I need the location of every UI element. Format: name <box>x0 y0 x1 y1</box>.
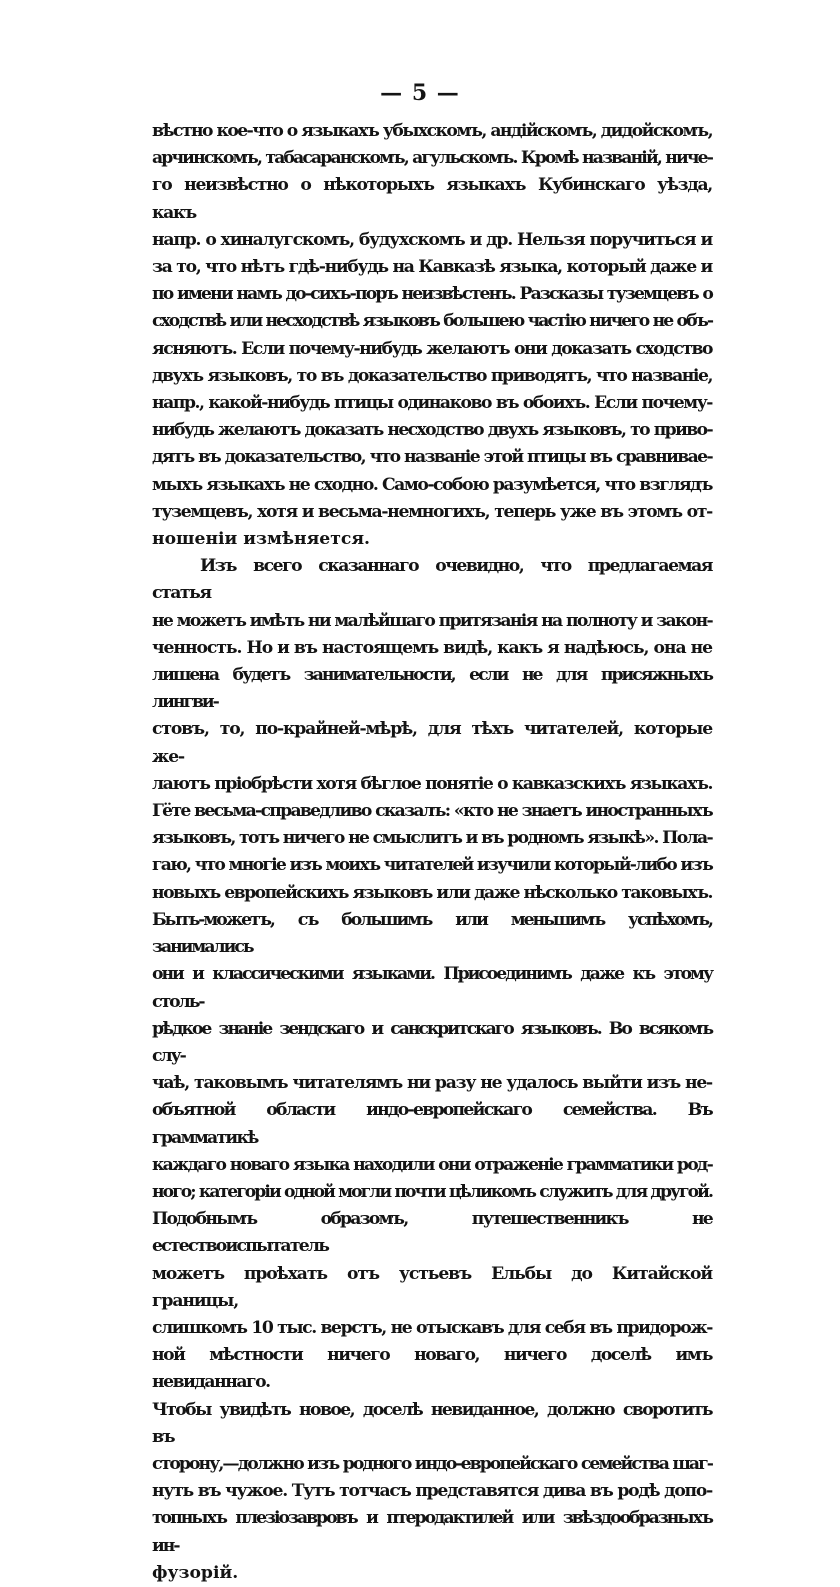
text-line: дятъ въ доказательство, что названіе этой птицы въ сравнивае- <box>152 447 712 468</box>
text-line: ного; категоріи одной могли почти цѣликомъ служить для другой. <box>152 1181 712 1202</box>
text-line: Изъ всего сказаннаго очевидно, что предлагаемая статья <box>152 556 712 604</box>
text-line: гаю, что многіе изъ моихъ читателей изучили который-либо изъ <box>152 855 712 876</box>
text-line: двухъ языковъ, то въ доказательство приводятъ, что названіе, <box>152 365 712 386</box>
text-line: языковъ, тотъ ничего не смыслитъ и въ родномъ языкѣ». Пола- <box>152 828 712 849</box>
text-line: напр. о хиналугскомъ, будухскомъ и др. Нельзя поручиться и <box>152 229 712 250</box>
text-line: рѣдкое знаніе зендскаго и санскритскаго языковъ. Во всякомъ слу- <box>152 1018 712 1066</box>
text-line: напр., какой-нибудь птицы одинаково въ обоихъ. Если почему- <box>152 393 712 414</box>
text-line: стовъ, то, по-крайней-мѣрѣ, для тѣхъ читателей, которые же- <box>152 719 712 767</box>
text-line: ношеніи измѣняется. <box>152 529 371 550</box>
paragraph-1 <box>152 118 712 553</box>
text-line: ченность. Но и въ настоящемъ видѣ, какъ я надѣюсь, она не <box>152 637 712 658</box>
text-line: мыхъ языкахъ не сходно. Само-собою разумѣется, что взглядъ <box>152 474 712 495</box>
text-line: туземцевъ, хотя и весьма-немногихъ, теперь уже въ этомъ от- <box>152 501 712 522</box>
text-line: новыхъ европейскихъ языковъ или даже нѣсколько таковыхъ. <box>152 882 712 903</box>
text-line: ной мѣстности ничего новаго, ничего доселѣ имъ невиданнаго. <box>152 1345 712 1393</box>
text-line: они и классическими языками. Присоединимъ даже къ этому столь- <box>152 964 712 1012</box>
text-line: объятной области индо-европейскаго семейства. Въ грамматикѣ <box>152 1100 712 1148</box>
text-line: Быть-можетъ, съ большимъ или меньшимъ успѣхомъ, занимались <box>152 909 712 958</box>
text-line: сходствѣ или несходствѣ языковъ большею частію ничего не объ- <box>152 311 712 332</box>
text-line: лишена будетъ занимательности, если не для присяжныхъ лингви- <box>152 665 712 713</box>
text-line: Гёте весьма-справедливо сказалъ: «кто не знаетъ иностранныхъ <box>152 801 712 822</box>
text-line: не можетъ имѣть ни малѣйшаго притязанія на полноту и закон- <box>152 610 712 631</box>
text-line: можетъ проѣхать отъ устьевъ Ельбы до Китайской границы, <box>152 1263 712 1311</box>
text-line: за то, что нѣтъ гдѣ-нибудь на Кавказѣ языка, который даже и <box>152 257 712 278</box>
page-number: — 5 — <box>380 80 460 106</box>
text-line: арчинскомъ, табасаранскомъ, агульскомъ. Кромѣ названій, ниче- <box>152 148 712 169</box>
text-line: вѣстно кое-что о языкахъ убыхскомъ, андійскомъ, дидойскомъ, <box>152 121 712 141</box>
text-line: слишкомъ 10 тыс. верстъ, не отыскавъ для себя въ придорож- <box>152 1317 712 1338</box>
text-line: ясняютъ. Если почему-нибудь желаютъ они доказать сходство <box>152 338 712 359</box>
body-text <box>152 118 712 1587</box>
text-line: го неизвѣстно о нѣкоторыхъ языкахъ Кубинскаго уѣзда, какъ <box>152 175 712 223</box>
text-line: фузорій. <box>152 1562 239 1583</box>
text-line: сторону,—должно изъ родного индо-европейскаго семейства шаг- <box>152 1453 712 1474</box>
text-line: топныхъ плезіозавровъ и птеродактилей или звѣздообразныхъ ин- <box>152 1508 712 1556</box>
text-line: нибудь желаютъ доказать несходство двухъ языковъ, то приво- <box>152 420 712 441</box>
text-line: чаѣ, таковымъ читателямъ ни разу не удалось выйти изъ не- <box>152 1073 712 1094</box>
text-line: Чтобы увидѣть новое, доселѣ невиданное, должно своротить въ <box>152 1399 712 1447</box>
text-line: нуть въ чужое. Тутъ тотчасъ представятся дива въ родѣ допо- <box>152 1481 712 1502</box>
text-line: Подобнымъ образомъ, путешественникъ не естествоиспытатель <box>152 1209 712 1257</box>
text-line: лаютъ пріобрѣсти хотя бѣглое понятіе о кавказскихъ языкахъ. <box>152 773 712 794</box>
paragraph-2 <box>152 553 712 1587</box>
text-line: по имени намъ до-сихъ-поръ неизвѣстенъ. Разсказы туземцевъ о <box>152 284 712 305</box>
text-line: каждаго новаго языка находили они отраженіе грамматики род- <box>152 1154 712 1175</box>
